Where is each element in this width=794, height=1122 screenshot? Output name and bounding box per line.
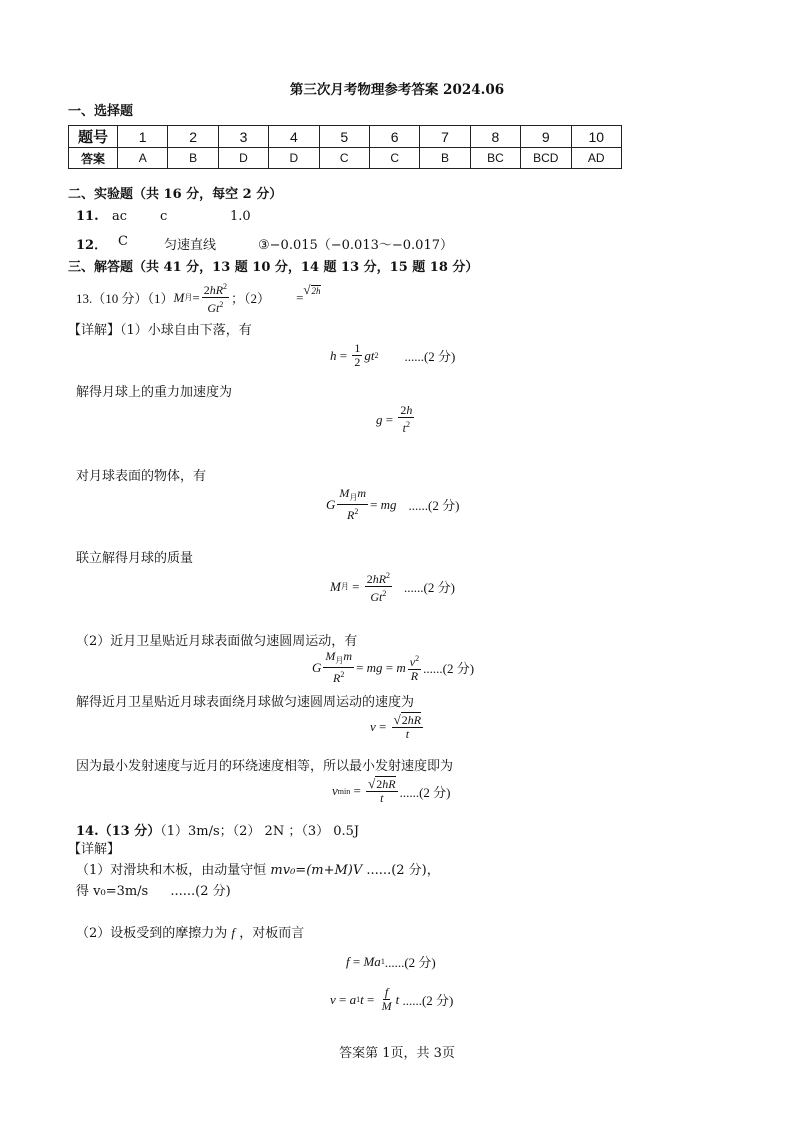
table-cell: 7 <box>420 126 470 148</box>
table-cell: 2 <box>168 126 218 148</box>
table-cell: C <box>319 148 369 169</box>
table-cell: 4 <box>269 126 319 148</box>
score-label: ......(2 分) <box>423 661 475 676</box>
q13-surface: 对月球表面的物体，有 <box>76 469 207 484</box>
table-cell: 10 <box>571 126 621 148</box>
q11-answer-2: c <box>160 209 168 224</box>
table-cell: 1 <box>118 126 168 148</box>
q11-number: 11. <box>76 209 99 224</box>
section-choice-heading: 一、选择题 <box>68 104 134 119</box>
table-cell: AD <box>571 148 621 169</box>
equation-moon-mass: M 月 = $\frac{2hR^2}{Gt^2}$ ......(2 分) <box>330 571 455 604</box>
q14-part1-result <box>76 880 231 899</box>
score-label: ......(2 分) <box>384 955 436 970</box>
score-label: ......(2 分) <box>170 884 231 899</box>
q14-momentum-equation: mv₀=(m+M)V <box>270 863 363 878</box>
q14-detail: 【详解】 <box>68 842 121 857</box>
equation-friction: f = Ma 1 ......(2 分) <box>346 953 436 970</box>
page-title: 第三次月考物理参考答案 2024.06 <box>289 82 505 98</box>
q12-number: 12． <box>76 238 108 253</box>
answer-label: 答案 <box>69 148 118 169</box>
q12-answer-1: C <box>118 234 128 249</box>
table-cell: D <box>218 148 268 169</box>
table-cell: BC <box>470 148 520 169</box>
q13-solve-v: 解得近月卫星贴近月球表面绕月球做匀速圆周运动的速度为 <box>76 695 415 710</box>
q14-answers: （1）3m/s；（2） 2N ；（3） 0.5J <box>160 824 360 839</box>
q13-joint: 联立解得月球的质量 <box>76 551 194 566</box>
q14-part1 <box>76 859 440 878</box>
section-solve-heading: 三、解答题（共 41 分，13 题 10 分，14 题 13 分，15 题 18 分） <box>68 260 479 275</box>
q11-answer-3: 1.0 <box>230 209 251 224</box>
table-cell: C <box>369 148 419 169</box>
score-label: ......(2 分) <box>399 784 451 800</box>
table-cell: D <box>269 148 319 169</box>
table-cell: 9 <box>521 126 571 148</box>
q14-header <box>76 820 359 839</box>
equation-gravity-accel: g = $\frac{2h}{t^2}$ <box>376 403 413 435</box>
table-cell: B <box>420 148 470 169</box>
equation-board-velocity: v = a 1 t = $\frac{f}{M}$ t ......(2 分) <box>330 985 454 1013</box>
table-cell: B <box>168 148 218 169</box>
score-label: ......(2 分) <box>404 580 455 595</box>
score-label: ......(2 分) <box>408 498 460 513</box>
fraction: $\frac{2hR^2}{Gt^2}$ <box>203 282 228 315</box>
score-label: ......(2 分) <box>404 349 456 364</box>
score-label: ......(2 分) <box>402 993 454 1008</box>
q11-row <box>76 209 251 224</box>
equation-min-velocity: v min = $\frac{√2hR}{t}$ ......(2 分) <box>332 776 451 805</box>
page-footer: 答案第 1页，共 3页 <box>339 1046 455 1061</box>
equation-velocity: v = $\frac{√2hR}{t}$ <box>370 712 422 741</box>
q14-part2: （2）设板受到的摩擦力为 f ，对板而言 <box>76 925 305 941</box>
q11-answer-1: ac <box>112 209 128 224</box>
answer-table <box>68 125 622 169</box>
table-cell: BCD <box>521 148 571 169</box>
header-label: 题号 <box>69 126 118 148</box>
q14-part2-tail: ，对板而言 <box>239 926 305 941</box>
equation-free-fall: h = $\frac{1}{2}$ gt 2 ......(2 分) <box>330 341 456 369</box>
equation-surface-gravity: G $\frac{M_月m}{R^2}$ = mg ......(2 分) <box>326 486 460 522</box>
table-row <box>69 126 622 148</box>
q13-header: 13.（10 分）（1） M 月 = $\frac{2hR^2}{Gt^2}$ ；（2） = √2h <box>76 281 321 315</box>
q12-row <box>76 234 453 253</box>
table-cell: 3 <box>218 126 268 148</box>
q14-part2-text: （2）设板受到的摩擦力为 <box>76 926 228 941</box>
q14-result-value: 得 v₀=3m/s <box>76 884 149 899</box>
q13-head: 13.（10 分）（1） <box>76 291 174 306</box>
q13-detail: 【详解】（1）小球自由下落，有 <box>68 323 252 338</box>
q13-part2: ；（2） <box>231 291 271 306</box>
score-label: ......(2 分)， <box>366 863 440 878</box>
q13-because: 因为最小发射速度与近月的环绕速度相等，所以最小发射速度即为 <box>76 759 454 774</box>
q14-part1-text: （1）对滑块和木板，由动量守恒 <box>76 863 267 878</box>
table-row <box>69 148 622 169</box>
section-experiment-heading: 二、实验题（共 16 分，每空 2 分） <box>68 187 283 202</box>
table-cell: A <box>118 148 168 169</box>
q12-answer-3: ③−0.015（−0.013～−0.017） <box>258 238 453 253</box>
q12-answer-2: 匀速直线 <box>164 238 217 253</box>
table-cell: 5 <box>319 126 369 148</box>
equation-circular-motion: G $\frac{M_月m}{R^2}$ = mg = m $\frac{v^2}{R}$ ......(2 分) <box>312 649 475 685</box>
q14-head: 14.（13 分） <box>76 824 161 839</box>
table-cell: 6 <box>369 126 419 148</box>
q13-solve-g: 解得月球上的重力加速度为 <box>76 385 233 400</box>
table-cell: 8 <box>470 126 520 148</box>
q13-part2-text: （2）近月卫星贴近月球表面做匀速圆周运动，有 <box>76 634 358 649</box>
